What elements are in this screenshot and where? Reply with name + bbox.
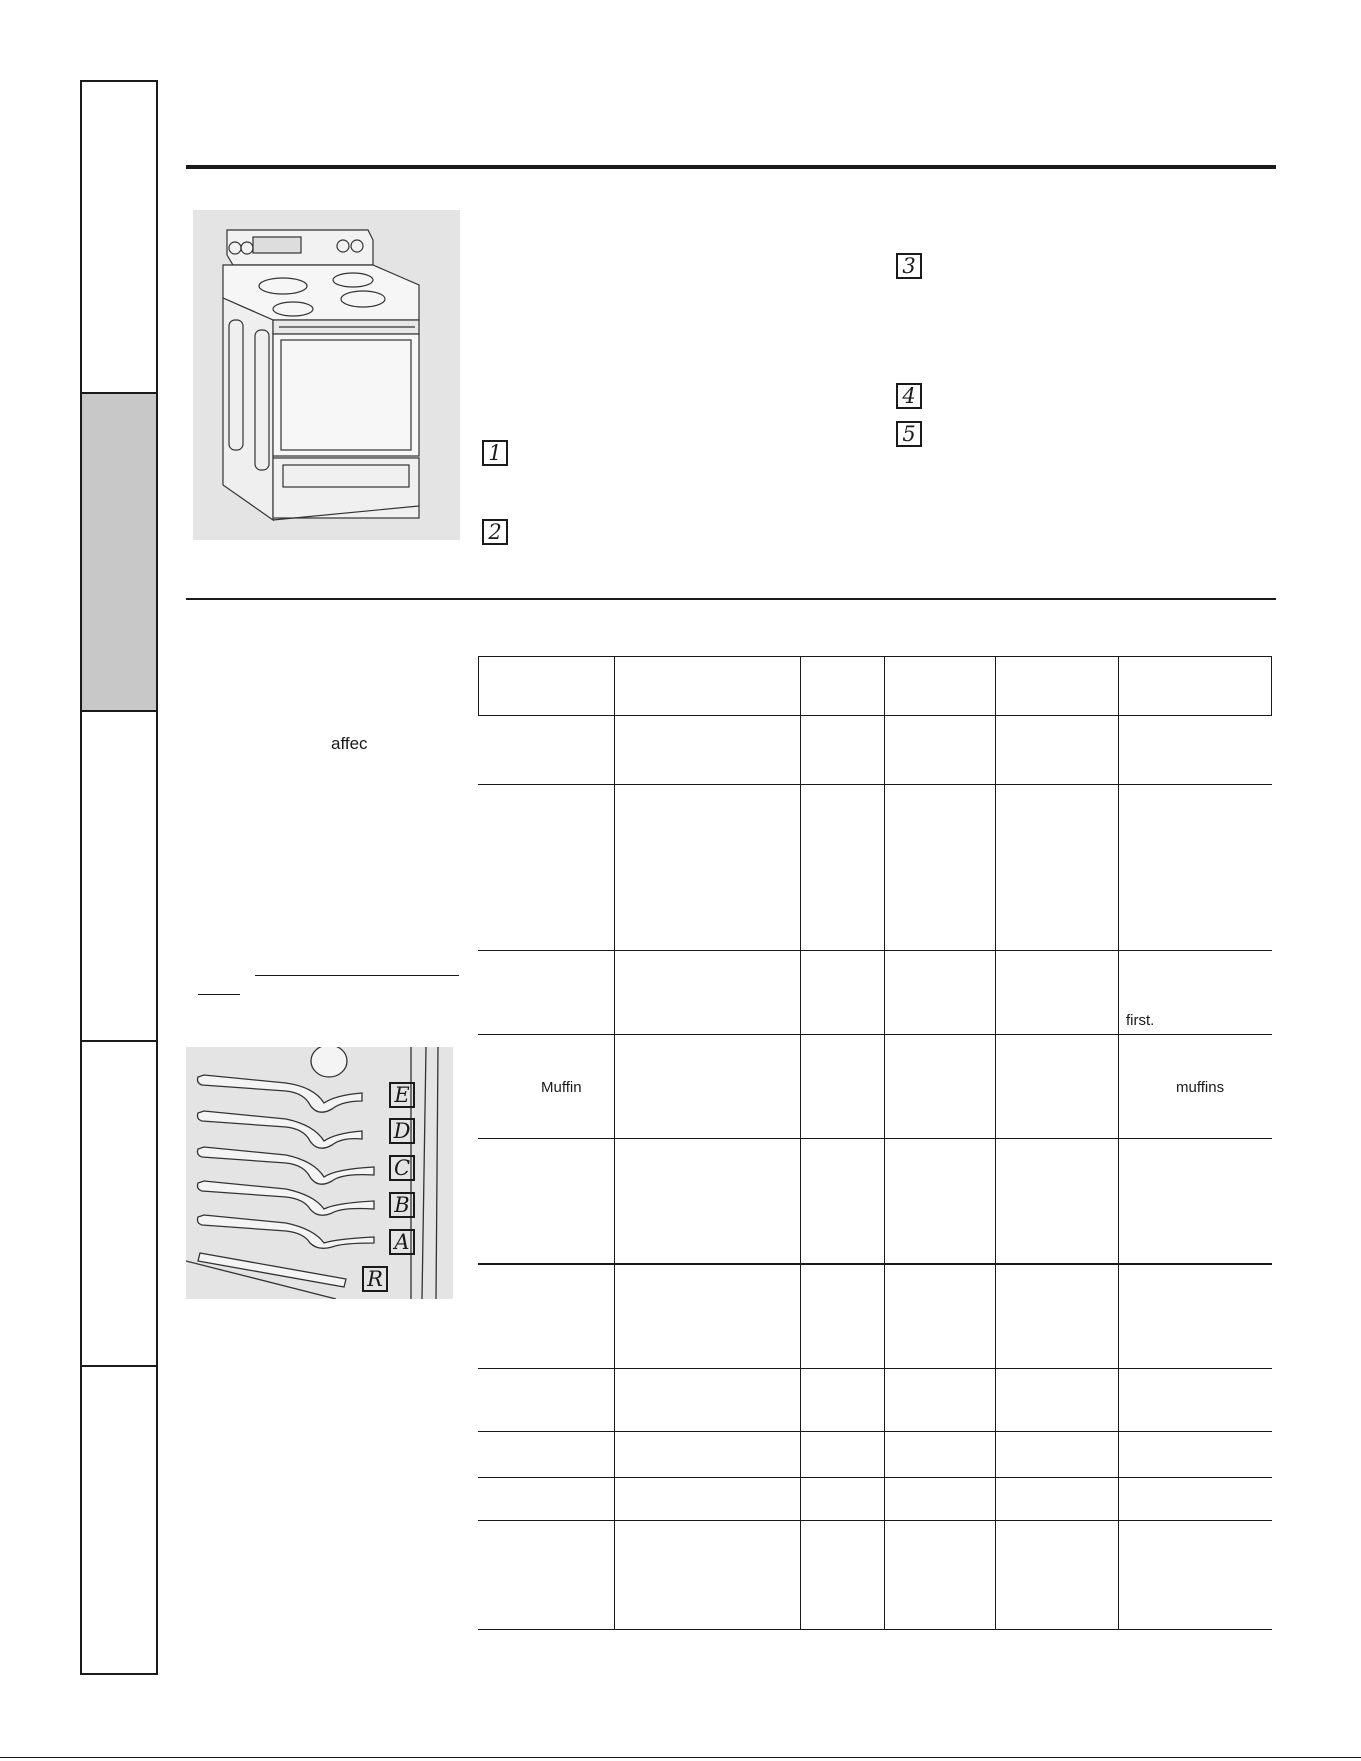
rack-label-d: D <box>389 1118 415 1144</box>
header-rule <box>186 165 1276 169</box>
row-divider <box>478 1520 1272 1521</box>
underline-rule-2 <box>198 994 240 995</box>
column-divider <box>614 656 615 1629</box>
range-drawing <box>193 210 460 540</box>
range-illustration <box>193 210 460 540</box>
callout-1: 1 <box>482 440 508 466</box>
rack-label-e: E <box>389 1082 415 1108</box>
underline-rule-1 <box>255 975 459 976</box>
row-divider <box>478 1263 1272 1265</box>
row-divider <box>478 1431 1272 1432</box>
column-divider <box>1118 656 1119 1629</box>
callout-3: 3 <box>896 253 922 279</box>
cell-muffin: Muffin <box>541 1079 582 1096</box>
row-divider <box>478 1034 1272 1035</box>
cell-muffins: muffins <box>1176 1079 1225 1096</box>
tab-section-3[interactable] <box>82 712 156 1042</box>
column-divider <box>995 656 996 1629</box>
section-tabs <box>80 80 158 1675</box>
rack-label-a: A <box>389 1229 415 1255</box>
section-rule <box>186 598 1276 600</box>
column-divider <box>884 656 885 1629</box>
rack-positions-illustration <box>186 1047 453 1299</box>
tab-section-5[interactable] <box>82 1367 156 1673</box>
affect-text: affec <box>331 734 368 753</box>
cell-first: first. <box>1126 1012 1155 1029</box>
row-divider <box>478 1629 1272 1630</box>
callout-5: 5 <box>896 421 922 447</box>
tab-section-2-active[interactable] <box>82 394 156 712</box>
table-header <box>478 656 1272 716</box>
row-divider <box>478 1368 1272 1369</box>
rack-label-c: C <box>389 1155 415 1181</box>
column-divider <box>800 656 801 1629</box>
footer-rule <box>0 1757 1361 1758</box>
callout-2: 2 <box>482 519 508 545</box>
rack-label-b: B <box>389 1192 415 1218</box>
rack-label-r: R <box>362 1266 388 1292</box>
row-divider <box>478 950 1272 951</box>
tab-section-1[interactable] <box>82 82 156 394</box>
row-divider <box>478 784 1272 785</box>
row-divider <box>478 1138 1272 1139</box>
callout-4: 4 <box>896 383 922 409</box>
row-divider <box>478 1477 1272 1478</box>
tab-section-4[interactable] <box>82 1042 156 1367</box>
